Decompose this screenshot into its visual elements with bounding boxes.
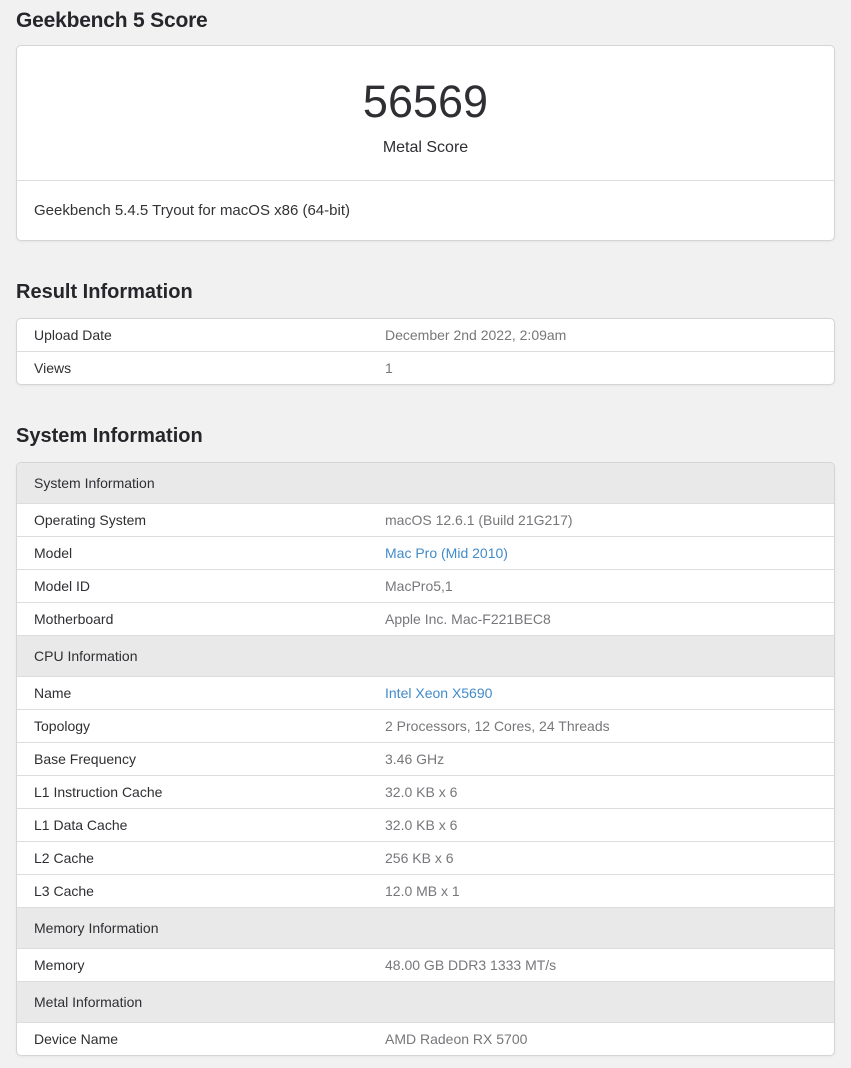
row-label: Operating System	[17, 504, 368, 537]
section-header-row	[17, 908, 834, 949]
system-info-heading: System Information	[16, 425, 203, 447]
benchmark-version: Geekbench 5.4.5 Tryout for macOS x86 (64-bit)	[17, 180, 834, 240]
row-value-cell	[368, 677, 834, 710]
page-title: Geekbench 5 Score	[16, 9, 208, 32]
row-value-link[interactable]: Mac Pro (Mid 2010)	[385, 545, 508, 561]
row-label: Base Frequency	[17, 743, 368, 776]
row-value-cell: MacPro5,1	[368, 570, 834, 603]
score-value: 56569	[362, 76, 489, 127]
system-info-card	[16, 462, 835, 1056]
row-label: L1 Data Cache	[17, 809, 368, 842]
row-value-cell: 32.0 KB x 6	[368, 809, 834, 842]
row-label: Device Name	[17, 1023, 368, 1056]
row-value-cell: 32.0 KB x 6	[368, 776, 834, 809]
row-value-cell	[368, 537, 834, 570]
row-label: Model	[17, 537, 368, 570]
row-value-cell: 3.46 GHz	[368, 743, 834, 776]
section-header-row	[17, 982, 834, 1023]
score-block	[17, 46, 834, 180]
table-row	[17, 842, 834, 875]
section-header-label: CPU Information	[17, 636, 834, 677]
row-value-cell: 2 Processors, 12 Cores, 24 Threads	[368, 710, 834, 743]
table-row	[17, 537, 834, 570]
table-row	[17, 677, 834, 710]
row-label: L2 Cache	[17, 842, 368, 875]
score-label: Metal Score	[382, 139, 469, 156]
row-label: Views	[17, 352, 368, 385]
row-value-cell: Apple Inc. Mac-F221BEC8	[368, 603, 834, 636]
row-value-cell: December 2nd 2022, 2:09am	[385, 327, 567, 343]
result-info-table	[17, 319, 834, 384]
result-info-heading: Result Information	[16, 281, 193, 303]
row-value-cell: macOS 12.6.1 (Build 21G217)	[368, 504, 834, 537]
row-label: Topology	[17, 710, 368, 743]
table-row	[17, 352, 834, 385]
row-label: Name	[17, 677, 368, 710]
section-header-label: System Information	[17, 463, 834, 504]
section-header-label: Metal Information	[17, 982, 834, 1023]
system-info-table	[17, 463, 834, 1055]
row-label: Motherboard	[17, 603, 368, 636]
row-label: L1 Instruction Cache	[17, 776, 368, 809]
row-value-link[interactable]: Intel Xeon X5690	[385, 685, 493, 701]
score-card	[16, 45, 835, 241]
table-row	[17, 776, 834, 809]
table-row	[17, 319, 834, 352]
table-row	[17, 743, 834, 776]
table-row	[17, 570, 834, 603]
table-row	[17, 710, 834, 743]
table-row	[17, 949, 834, 982]
table-row	[17, 809, 834, 842]
section-header-label: Memory Information	[17, 908, 834, 949]
row-label: Upload Date	[34, 327, 112, 343]
section-header-row	[17, 463, 834, 504]
section-header-row	[17, 636, 834, 677]
table-row	[17, 1023, 834, 1056]
table-row	[17, 603, 834, 636]
row-value-cell: 48.00 GB DDR3 1333 MT/s	[368, 949, 834, 982]
table-row	[17, 875, 834, 908]
row-label: Model ID	[17, 570, 368, 603]
row-value-cell: AMD Radeon RX 5700	[368, 1023, 834, 1056]
table-row	[17, 504, 834, 537]
row-value-cell: 1	[368, 352, 834, 385]
result-info-card	[16, 318, 835, 385]
row-label: Memory	[17, 949, 368, 982]
row-label: L3 Cache	[17, 875, 368, 908]
row-value-cell: 256 KB x 6	[368, 842, 834, 875]
row-value-cell: 12.0 MB x 1	[368, 875, 834, 908]
